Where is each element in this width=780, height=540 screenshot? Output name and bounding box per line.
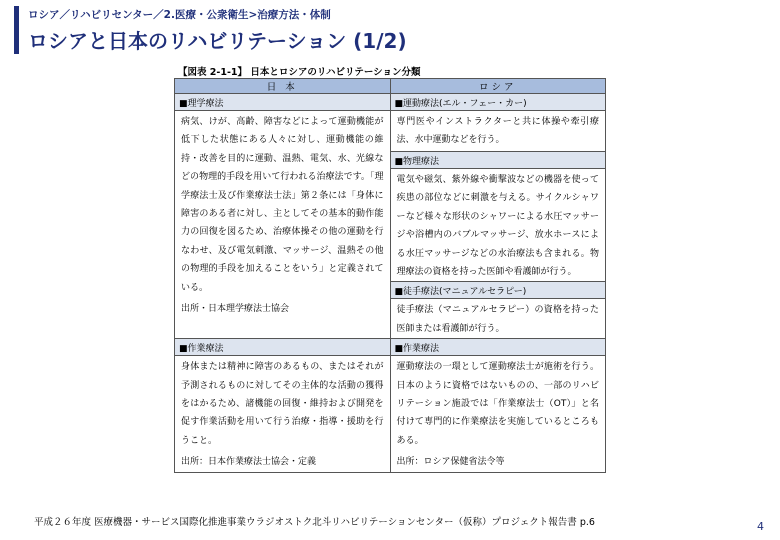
page-title: ロシアと日本のリハビリテーション (1/2)	[28, 29, 407, 53]
russia-ot-cell	[390, 356, 606, 472]
russia-exercise-heading: ■運動療法(エル・フェー・カー)	[390, 94, 606, 111]
japan-pt-source: 出所・日本理学療法士協会	[181, 304, 290, 315]
japan-pt-heading: ■理学療法	[175, 94, 391, 111]
russia-ot-body: 運動療法の一環として運動療法士が施術を行う。日本のように資格ではないものの、一部のリハビリテーション施設では「作業療法士（OT）」と名付けて専門的に作業療法を実施しているところもある。	[396, 362, 599, 446]
title-accent-bar	[14, 6, 19, 54]
russia-ot-source: 出所：ロシア保健省法令等	[396, 457, 505, 468]
russia-manual-body: 徒手療法（マニュアルセラピー）の資格を持った医師または看護師が行う。	[390, 299, 606, 339]
comparison-table	[174, 78, 606, 473]
japan-ot-body: 身体または精神に障害のあるもの、またはそれが予測されるものに対してその主体的な活動の獲得をはかるため、諸機能の回復・維持および開発を促す作業活動を用いて行う治療・指導・援助を行うこと。	[181, 362, 384, 446]
figure-caption: 【図表 2-1-1】 日本とロシアのリハビリテーション分類	[178, 67, 421, 78]
column-header-japan: 日 本	[175, 79, 391, 94]
japan-pt-body: 病気、けが、高齢、障害などによって運動機能が低下した状態にある人々に対し、運動機能の維持・改善を目的に運動、温熱、電気、水、光線などの物理的手段を用いて行われる治療法です。「理学療法士及び作業療法士法」第２条には「身体に障害のある者に対し、主としてその基本的動作能力の回復を図るため、治療体操その他の運動を行なわせ、及び電気刺激、マッサージ、温熱その他の物理的手段を加えることをいう」と定義されている。	[181, 117, 384, 293]
russia-physio-body: 電気や磁気、紫外線や衝撃波などの機器を使って疾患の部位などに刺激を与える。サイクルシャワーなど様々な形状のシャワーによる水圧マッサージや浴槽内のバブルマッサージ、放水ホースによる水圧マッサージなどの水治療法も含まれる。物理療法の資格を持った医師や看護師が行う。	[390, 169, 606, 282]
japan-ot-source: 出所：日本作業療法士協会・定義	[181, 457, 317, 468]
russia-physio-heading: ■物理療法	[390, 152, 606, 169]
japan-pt-cell	[175, 111, 391, 339]
russia-manual-heading: ■徒手療法(マニュアルセラピー)	[390, 282, 606, 299]
breadcrumb: ロシア／リハビリセンター／2.医療・公衆衛生>治療方法・体制	[28, 9, 331, 21]
japan-ot-heading: ■作業療法	[175, 339, 391, 356]
footer-note: 平成２６年度 医療機器・サービス国際化推進事業ウラジオストク北斗リハビリテーションセンター（仮称）プロジェクト報告書 p.6	[34, 517, 595, 528]
page-number: 4	[757, 520, 764, 533]
table-header-row	[175, 79, 606, 94]
russia-exercise-body: 専門医やインストラクターと共に体操や牽引療法、水中運動などを行う。	[390, 111, 606, 152]
russia-ot-heading: ■作業療法	[390, 339, 606, 356]
column-header-russia: ロシア	[390, 79, 606, 94]
japan-ot-cell	[175, 356, 391, 472]
